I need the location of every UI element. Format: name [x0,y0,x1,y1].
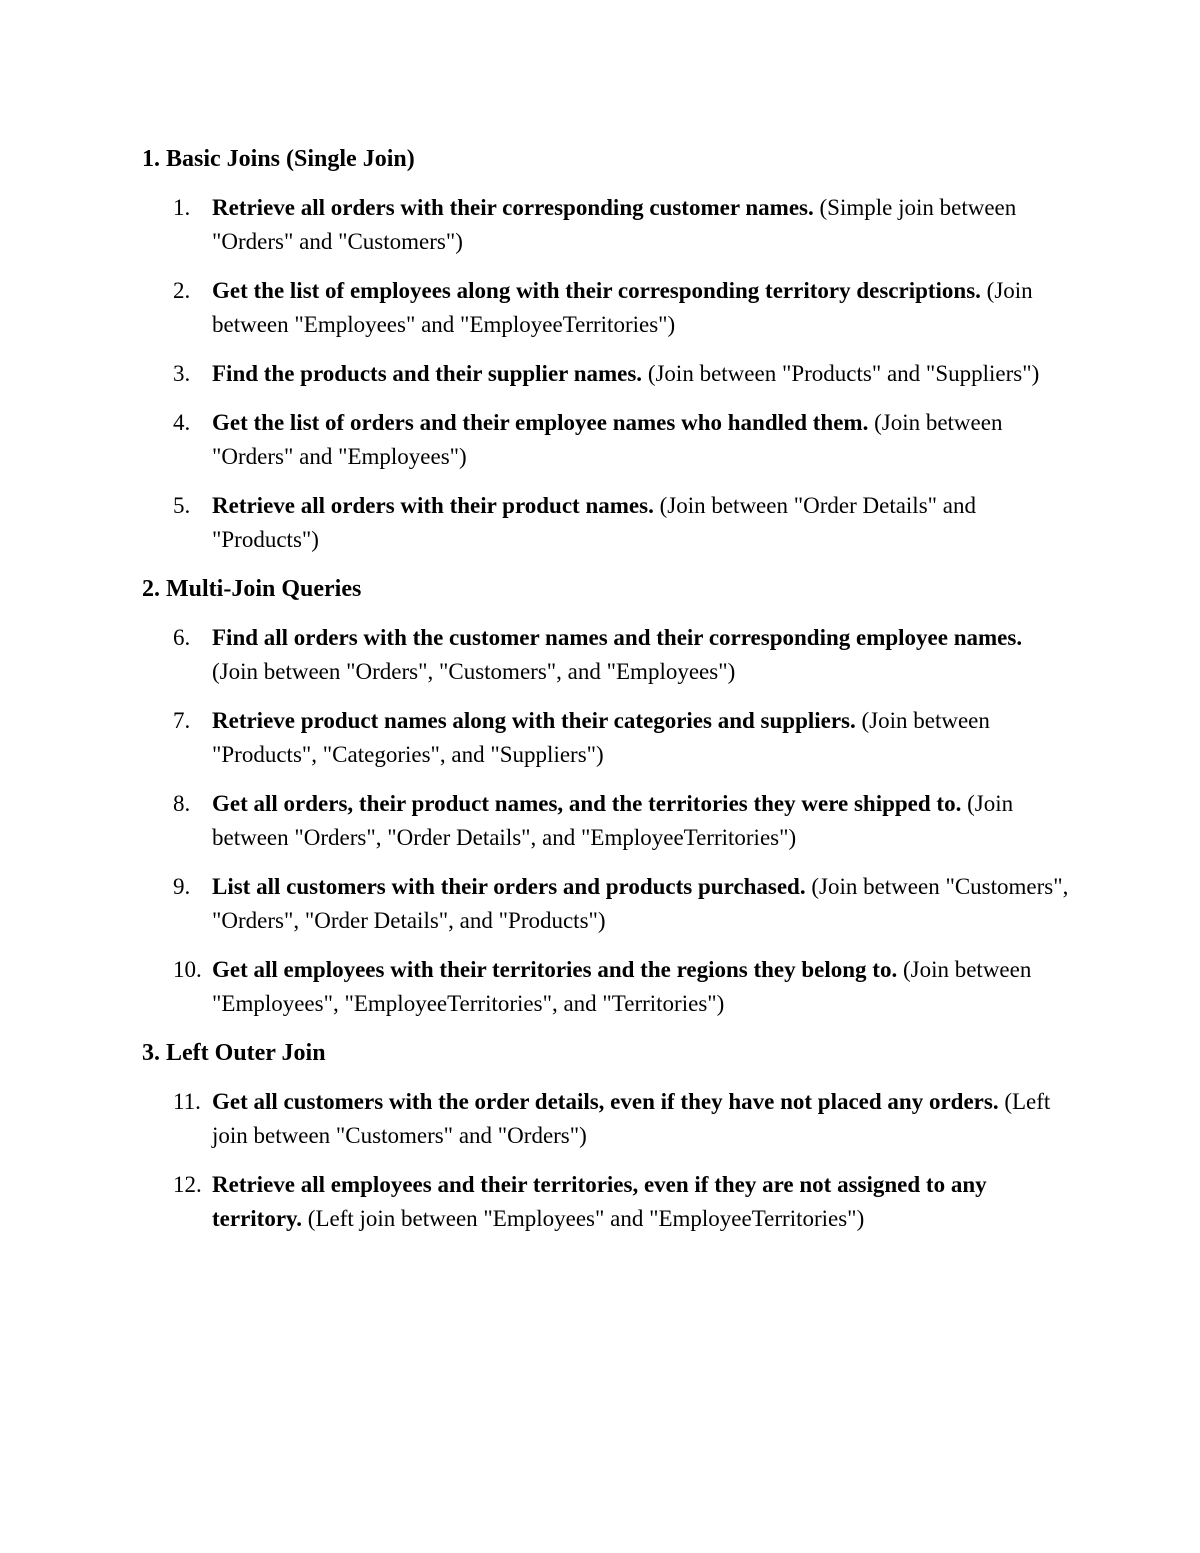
question-item [142,870,1072,938]
question-list [142,621,1072,1021]
question-item [142,357,1072,391]
question-number: 3. [173,361,191,386]
question-hint: (Simple join between "Orders" and "Customers") [212,195,1017,254]
question-hint: (Left join between "Customers" and "Orders") [212,1089,1051,1148]
question-hint: (Join between "Customers", "Orders", "Order Details", and "Products") [212,874,1069,933]
question-text: Get the list of orders and their employee names who handled them. [212,410,869,435]
question-hint: (Join between "Products" and "Suppliers") [647,361,1040,386]
question-number: 1. [173,195,191,220]
question-text: Find the products and their supplier names. [212,361,643,386]
question-number: 7. [173,708,191,733]
question-text: Find all orders with the customer names and their corresponding employee names. [212,625,1023,650]
section-heading: 2. Multi-Join Queries [142,576,362,602]
question-number: 4. [173,410,191,435]
section-multi-join [142,572,1072,1021]
question-text: Retrieve all orders with their product names. [212,493,654,518]
question-item [142,1168,1072,1236]
question-item [142,406,1072,474]
question-item [142,274,1072,342]
section-heading: 3. Left Outer Join [142,1040,326,1066]
question-item [142,787,1072,855]
question-number: 10. [173,957,202,982]
document-content [142,142,1072,1251]
section-left-outer-join [142,1036,1072,1236]
question-hint: (Join between "Products", "Categories", and "Suppliers") [212,708,990,767]
question-number: 2. [173,278,191,303]
question-hint: (Left join between "Employees" and "EmployeeTerritories") [307,1206,865,1231]
question-item [142,621,1072,689]
section-heading: 1. Basic Joins (Single Join) [142,146,415,172]
question-item [142,191,1072,259]
question-hint: (Join between "Employees", "EmployeeTerritories", and "Territories") [212,957,1032,1016]
question-text: Retrieve all orders with their corresponding customer names. [212,195,814,220]
question-item [142,489,1072,557]
question-item [142,704,1072,772]
question-list [142,1085,1072,1236]
question-text: Retrieve product names along with their categories and suppliers. [212,708,856,733]
question-text: Get all employees with their territories and the regions they belong to. [212,957,898,982]
question-text: Get all orders, their product names, and the territories they were shipped to. [212,791,962,816]
question-number: 6. [173,625,191,650]
question-number: 12. [173,1172,202,1197]
question-hint: (Join between "Orders" and "Employees") [212,410,1003,469]
question-text: Retrieve all employees and their territories, even if they are not assigned to any territory. [212,1172,987,1231]
question-hint: (Join between "Orders", "Order Details", and "EmployeeTerritories") [212,791,1014,850]
question-hint: (Join between "Orders", "Customers", and "Employees") [212,659,736,684]
question-number: 5. [173,493,191,518]
question-number: 9. [173,874,191,899]
question-hint: (Join between "Employees" and "EmployeeTerritories") [212,278,1033,337]
question-item [142,1085,1072,1153]
question-hint: (Join between "Order Details" and "Products") [212,493,976,552]
question-item [142,953,1072,1021]
question-text: Get the list of employees along with their corresponding territory descriptions. [212,278,981,303]
question-text: Get all customers with the order details, even if they have not placed any orders. [212,1089,999,1114]
section-basic-joins [142,142,1072,557]
question-number: 11. [173,1089,201,1114]
question-list [142,191,1072,557]
question-text: List all customers with their orders and products purchased. [212,874,806,899]
question-number: 8. [173,791,191,816]
